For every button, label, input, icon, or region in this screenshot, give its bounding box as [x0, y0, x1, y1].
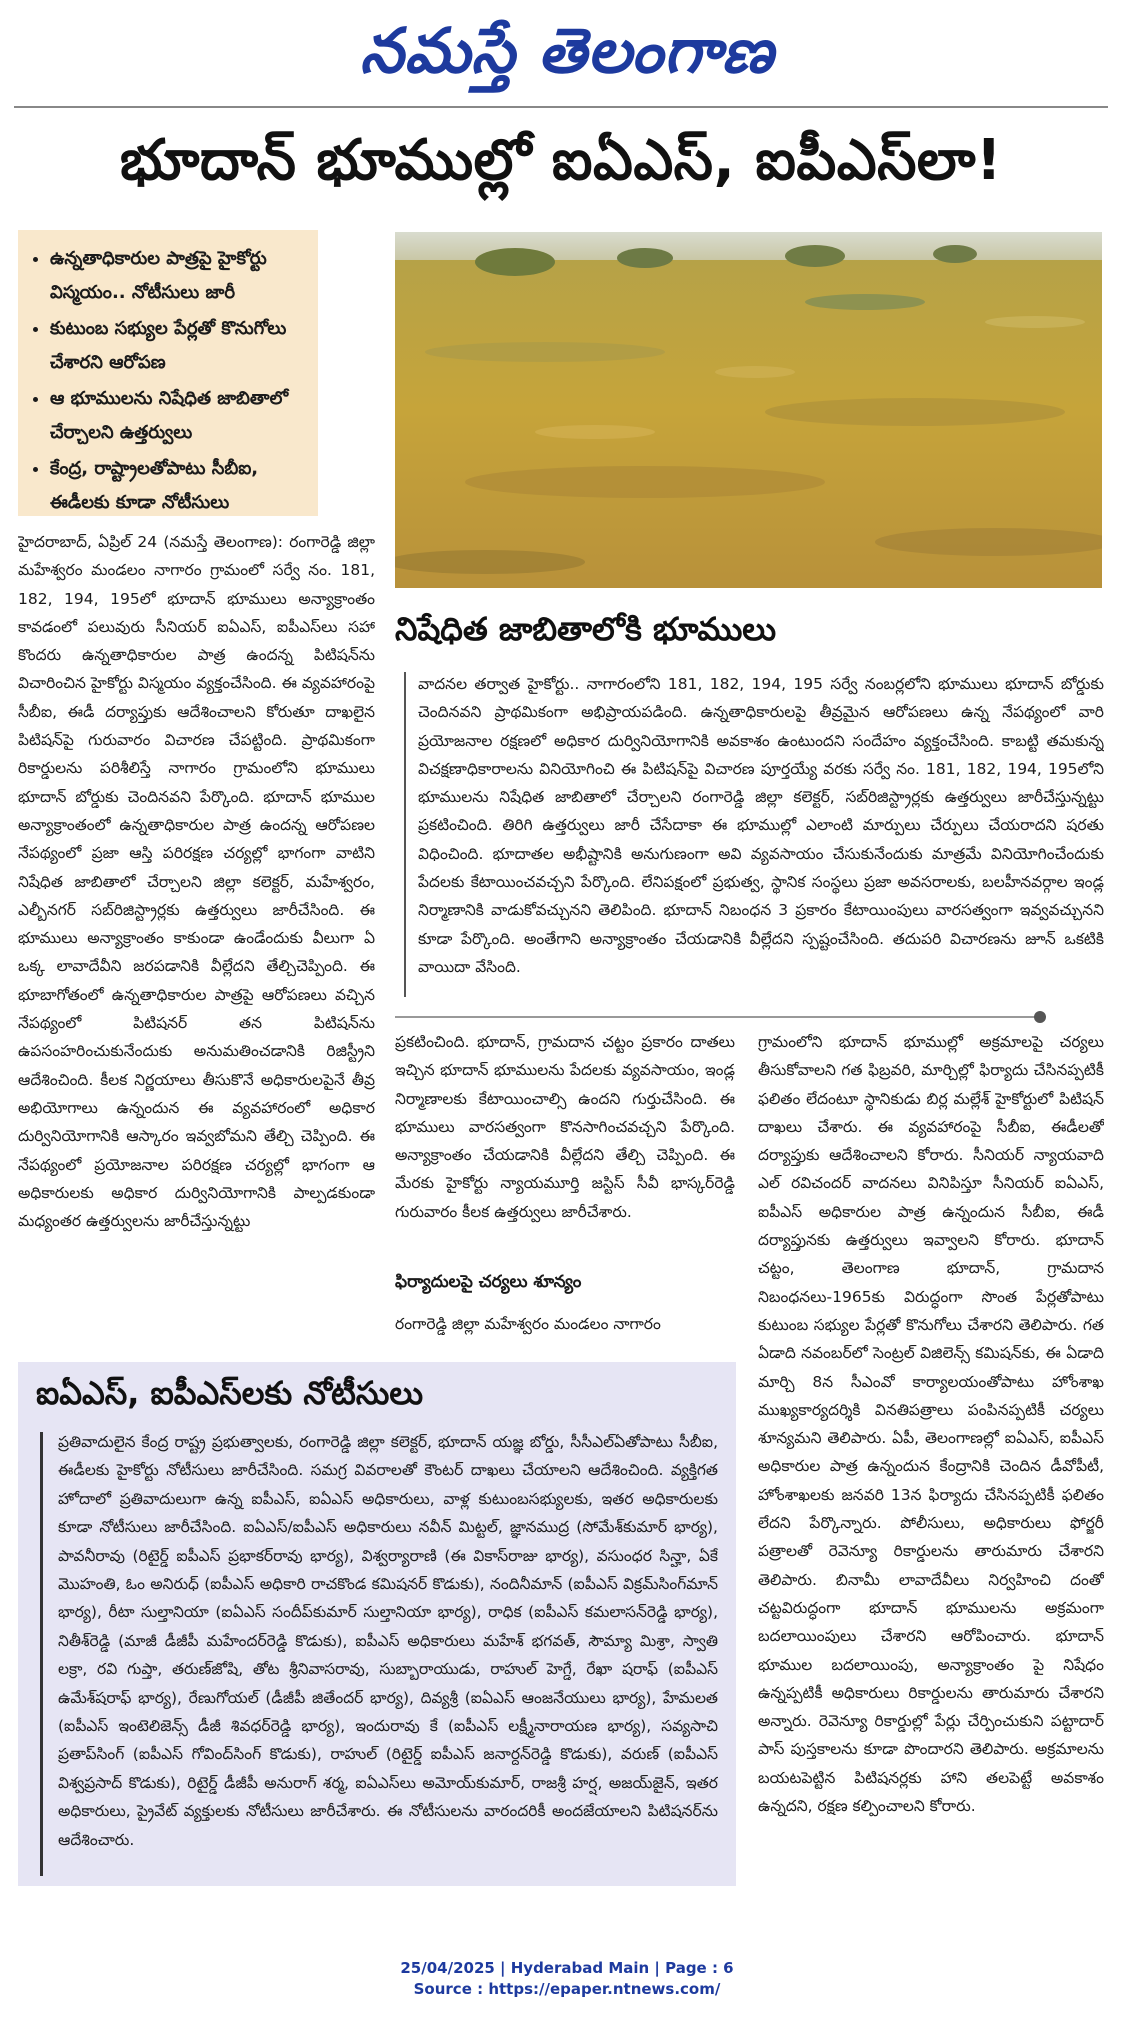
notice-title: ఐఏఎస్, ఐపీఎస్‌లకు నోటీసులు	[36, 1374, 424, 1412]
article-paragraph-4: రంగారెడ్డి జిల్లా మహేశ్వరం మండలం నాగారం	[395, 1315, 661, 1333]
divider-dot-icon	[1034, 1011, 1046, 1023]
highlights-box	[18, 230, 318, 516]
highlight-item: • ఆ భూములను నిషేధిత జాబితాలో చేర్చాలని ఉత్తర్వులు	[50, 382, 310, 450]
quote-bar	[404, 672, 406, 997]
highlight-item: • కుటుంబ సభ్యుల పేర్లతో కొనుగోలు చేశారని ఆరోపణ	[50, 312, 310, 380]
subheading-banned-list: నిషేధిత జాబితాలోకి భూములు	[395, 610, 777, 648]
article-paragraph-5: గ్రామంలోని భూదాన్ భూముల్లో అక్రమాలపై చర్యలు తీసుకోవాలని గత ఫిబ్రవరి, మార్చిల్లో ఫిర్యాదు చేసినప్పటికీ ఫలితం లేదంటూ స్థానికుడు బిర్ల మల్లేశ్ హైకోర్టులో పిటిషన్ దాఖలు చేశారు. ఈ వ్యవహారంపై సీబీఐ, ఈడీలతో దర్యాప్తుకు ఆదేశించాలని కోరారు. సీనియర్ న్యాయవాది ఎల్ రవిచందర్ వాదనలు వినిపిస్తూ సీనియర్ ఐఏఎస్, ఐపీఎస్ అధికారుల పాత్ర ఉన్నందున సీబీఐ, ఈడీ దర్యాప్తునకు ఉత్తర్వులు ఇవ్వాలని కోరారు. భూదాన్ చట్టం, తెలంగాణ భూదాన్, గ్రామదాన నిబంధనలు-1965కు విరుద్ధంగా సొంత పేర్లతోపాటు కుటుంబ సభ్యుల పేర్లతో కొనుగోలు చేశారని తెలిపారు. గత ఏడాది నవంబర్‌లో సెంట్రల్ విజిలెన్స్ కమిషన్‌కు, ఈ ఏడాది మార్చి 8న సీఎంవో కార్యాలయంతోపాటు హోంశాఖ ముఖ్యకార్యదర్శికి వినతిపత్రాలు పంపినప్పటికీ చర్యలు శూన్యమని తెలిపారు. ఏపీ, తెలంగాణల్లో ఐఏఎస్, ఐపీఎస్ అధికారుల పాత్ర ఉన్నందున కేంద్రానికి చెందిన డీవోపీటీ, హోంశాఖలకు జనవరి 13న ఫిర్యాదు చేసినప్పటికీ ఫలితం లేదని పేర్కొన్నారు. పోలీసులు, అధికారులు ఫోర్జరీ పత్రాలతో రెవెన్యూ రికార్డులను తారుమారు చేశారని తెలిపారు. బినామీ లావాదేవీలు నిర్వహించి దంతో చట్టవిరుద్ధంగా భూదాన్ భూములను అక్రమంగా బదలాయింపులు చేశారని ఆరోపించారు. భూదాన్ భూముల బదలాయింపు, అన్యాక్రాంతం పై నిషేధం ఉన్నప్పటికీ అధికారులు రికార్డులను తారుమారు చేశారని అన్నారు. రెవెన్యూ రికార్డుల్లో పేర్లు చేర్పించుకుని పట్టాదార్ పాస్ పుస్తకాలను కూడా పొందారని తెలిపారు. అక్రమాలను బయటపెట్టిన పిటిషనర్లకు హాని తలపెట్టే అవకాశం ఉన్నదని, రక్షణ కల్పించాలని కోరారు.	[758, 1033, 1104, 1816]
highlight-item: • కేంద్ర, రాష్ట్రాలతోపాటు సీబీఐ, ఈడీలకు కూడా నోటీసులు	[50, 452, 310, 520]
notice-body: ప్రతివాదులైన కేంద్ర రాష్ట్ర ప్రభుత్వాలకు, రంగారెడ్డి జిల్లా కలెక్టర్, భూదాన్ యజ్ఞ బోర్డు, సీసీఎల్ఏతోపాటు సీబీఐ, ఈడీలకు హైకోర్టు నోటీసులు జారీచేసింది. సమగ్ర వివరాలతో కౌంటర్ దాఖలు చేయాలని ఆదేశించింది. వ్యక్తిగత హోదాలో ప్రతివాదులుగా ఉన్న ఐపీఎస్, ఐఏఎస్ అధికారులు, వాళ్ల కుటుంబసభ్యులకు, ఇతర అధికారులకు కూడా నోటీసులు జారీచేసింది. ఐఏఎస్/ఐపీఎస్ అధికారులు నవీన్ మిట్టల్, జ్ఞానముద్ర (సోమేశ్‌కుమార్ భార్య), పావనీరావు (రిటైర్డ్ ఐపీఎస్ ప్రభాకర్‌రావు భార్య), విశ్వర్యారాణి (ఈ వికాస్‌రాజు భార్య), వసుంధర సిన్హా, ఏకే మొహంతి, ఓం అనిరుధ్ (ఐపీఎస్ అధికారి రాచకొండ కమిషనర్ కొడుకు), నందినీమాన్ (ఐపీఎస్ విక్రమ్‌సింగ్‌మాన్ భార్య), రీటా సుల్తానియా (ఐఏఎస్ సందీప్‌కుమార్ సుల్తానియా భార్య), రాధిక (ఐపీఎస్ కమలాసన్‌రెడ్డి భార్య), నితీశ్‌రెడ్డి (మాజీ డీజీపీ మహేందర్‌రెడ్డి కొడుకు), ఐపీఎస్ అధికారులు మహేశ్ భగవత్, సౌమ్యా మిశ్రా, స్వాతి లక్రా, రవి గుప్తా, తరుణ్‌జోషి, తోట శ్రీనివాసరావు, సుబ్బారాయుడు, రాహుల్ హెగ్డే, రేఖా షరాఫ్ (ఐపీఎస్ ఉమేశ్‌షరాఫ్ భార్య), రేణుగోయల్ (డీజీపీ జితేందర్ భార్య), దివ్యశ్రీ (ఐఏఎస్ ఆంజనేయులు భార్య), హేమలత (ఐపీఎస్ ఇంటెలిజెన్స్ డీజీ శివధర్‌రెడ్డి భార్య), ఇందురావు కే (ఐపీఎస్ లక్ష్మీనారాయణ భార్య), సవ్యసాచి ప్రతాప్‌సింగ్ (ఐపీఎస్ గోవింద్‌సింగ్ కొడుకు), రాహుల్ (రిటైర్డ్ ఐపీఎస్ జనార్దన్‌రెడ్డి కొడుకు), వరుణ్ (ఐపీఎస్ విశ్వప్రసాద్ కొడుకు), రిటైర్డ్ డీజీపీ అనురాగ్ శర్మ, ఐఏఎస్‌లు అమోయ్‌కుమార్, రాజశ్రీ హర్ష, అజయ్‌జైన్, ఇతర అధికారులు, ప్రైవేట్ వ్యక్తులకు నోటీసులు జారీచేశారు. ఈ నోటీసులను వారందరికీ అందజేయాలని పిటిషనర్‌ను ఆదేశించారు.	[58, 1433, 718, 1849]
field-photo	[395, 232, 1102, 588]
footer-source-link[interactable]: Source : https://epaper.ntnews.com/	[413, 1980, 721, 1998]
section-divider	[395, 1016, 1035, 1018]
article-paragraph-3: ప్రకటించింది. భూదాన్, గ్రామదాన చట్టం ప్రకారం దాతలు ఇచ్చిన భూదాన్ భూములను పేదలకు వ్యవసాయం, ఇండ్ల నిర్మాణాలకు కేటాయించాల్సి ఉందని గుర్తుచేసింది. ఈ భూములు వారసత్వంగా కొనసాగించవచ్చని పేర్కొంది. అన్యాక్రాంతం చేయడానికి వీల్లేదని తేల్చి చెప్పింది. ఈ మేరకు హైకోర్టు న్యాయమూర్తి జస్టిస్ సీవీ భాస్కర్‌రెడ్డి గురువారం కీలక ఉత్తర్వులు జారీచేశారు.	[395, 1033, 735, 1221]
highlight-item: • ఉన్నతాధికారుల పాత్రపై హైకోర్టు విస్మయం.. నోటీసులు జారీ	[50, 242, 310, 310]
subheading-no-action: ఫిర్యాదులపై చర్యలు శూన్యం	[395, 1272, 582, 1292]
masthead	[0, 0, 1134, 100]
masthead-rule	[14, 106, 1108, 108]
article-paragraph-1: హైదరాబాద్, ఏప్రిల్ 24 (నమస్తే తెలంగాణ): రంగారెడ్డి జిల్లా మహేశ్వరం మండలం నాగారం గ్రామంలో సర్వే నం. 181, 182, 194, 195లో భూదాన్ భూములు అన్యాక్రాంతం కావడంలో పలువురు సీనియర్ ఐఏఎస్, ఐపీఎస్‌లు సహా కొందరు ఉన్నతాధికారుల పాత్ర ఉందన్న పిటిషన్‌ను విచారించిన హైకోర్టు విస్మయం వ్యక్తంచేసింది. ఈ వ్యవహారంపై సీబీఐ, ఈడీ దర్యాప్తుకు ఆదేశించాలని కోరుతూ దాఖలైన పిటిషన్‌పై గురువారం విచారణ చేపట్టింది. ప్రాథమికంగా రికార్డులను పరిశీలిస్తే నాగారం గ్రామంలోని భూములు భూదాన్ బోర్డుకు చెందినవని పేర్కొంది. భూదాన్ భూముల అన్యాక్రాంతంలో ఉన్నతాధికారుల పాత్ర ఉందన్న ఆరోపణల నేపథ్యంలో ప్రజా ఆస్తి పరిరక్షణ చర్యల్లో భాగంగా వాటిని నిషేధిత జాబితాలో చేర్చాలని జిల్లా కలెక్టర్, మహేశ్వరం, ఎల్బీనగర్ సబ్‌రిజిస్ట్రార్లకు ఉత్తర్వులు జారీచేసింది. ఈ భూములు అన్యాక్రాంతం కాకుండా ఉండేందుకు వీలుగా ఏ ఒక్క లావాదేవీని జరపడానికి వీల్లేదని తేల్చిచెప్పింది. ఈ భూబాగోతంలో ఉన్నతాధికారుల పాత్రపై ఆరోపణలు వచ్చిన నేపథ్యంలో పిటిషనర్ తన పిటిషన్‌ను ఉపసంహరించుకునేందుకు అనుమతించడానికి రిజిస్ట్రీని ఆదేశించింది. కీలక నిర్ణయాలు తీసుకొనే అధికారులపైనే తీవ్ర అభియోగాలు ఉన్నందున ఈ వ్యవహారంలో అధికార దుర్వినియోగానికి ఆస్కారం ఇవ్వబోమని తేల్చి చెప్పింది. ఈ నేపథ్యంలో ప్రయోజనాల పరిరక్షణ చర్యల్లో భాగంగా ఆ అధికారులకు అధికార దుర్వినియోగానికి పాల్పడకుండా మధ్యంతర ఉత్తర్వులను జారీచేస్తున్నట్టు	[18, 533, 375, 1231]
footer	[0, 1958, 1134, 2000]
footer-date-edition: 25/04/2025 | Hyderabad Main | Page : 6	[400, 1959, 734, 1977]
headline: భూదాన్ భూముల్లో ఐఏఎస్, ఐపీఎస్‌లా!	[119, 128, 1003, 193]
masthead-logo: నమస్తే తెలంగాణ	[359, 14, 775, 87]
article-paragraph-2: వాదనల తర్వాత హైకోర్టు.. నాగారంలోని 181, 182, 194, 195 సర్వే నంబర్లలోని భూములు భూదాన్ బోర్డుకు చెందినవని ప్రాథమికంగా అభిప్రాయపడింది. ఉన్నతాధికారులపై తీవ్రమైన ఆరోపణలు ఉన్న నేపథ్యంలో వారి ప్రయోజనాల రక్షణలో అధికార దుర్వినియోగానికి అవకాశం ఉంటుందని సందేహం వ్యక్తంచేసింది. కాబట్టి తమకున్న విచక్షణాధికారాలను వినియోగించి ఈ పిటిషన్‌పై విచారణ పూర్తయ్యే వరకు సర్వే నం. 181, 182, 194, 195లోని భూములను నిషేధిత జాబితాలో చేర్చాలని రంగారెడ్డి జిల్లా కలెక్టర్, సబ్‌రిజిస్ట్రార్లకు ఉత్తర్వులు జారీచేస్తున్నట్టు ప్రకటించింది. తిరిగి ఉత్తర్వులు జారీ చేసేదాకా ఈ భూముల్లో ఎలాంటి మార్పులు చేర్పులు చేయరాదని షరతు విధించింది. భూదాతల అభీష్టానికి అనుగుణంగా అవి వ్యవసాయం చేసుకునేందుకు మాత్రమే వినియోగించేందుకు పేదలకు కేటాయించవచ్చని పేర్కొంది. లేనిపక్షంలో ప్రభుత్వ, స్థానిక సంస్థలు ప్రజా అవసరాలకు, బలహీనవర్గాల ఇండ్ల నిర్మాణానికి వాడుకోవచ్చునని తెలిపింది. భూదాన్ నిబంధన 3 ప్రకారం కేటాయింపులు వారసత్వంగా ఇవ్వవచ్చునని కూడా పేర్కొంది. అంతేగాని అన్యాక్రాంతం చేయడానికి వీల్లేదని స్పష్టంచేసింది. తదుపరి విచారణను జూన్ ఒకటికి వాయిదా వేసింది.	[418, 675, 1104, 976]
notice-bar	[40, 1432, 43, 1876]
